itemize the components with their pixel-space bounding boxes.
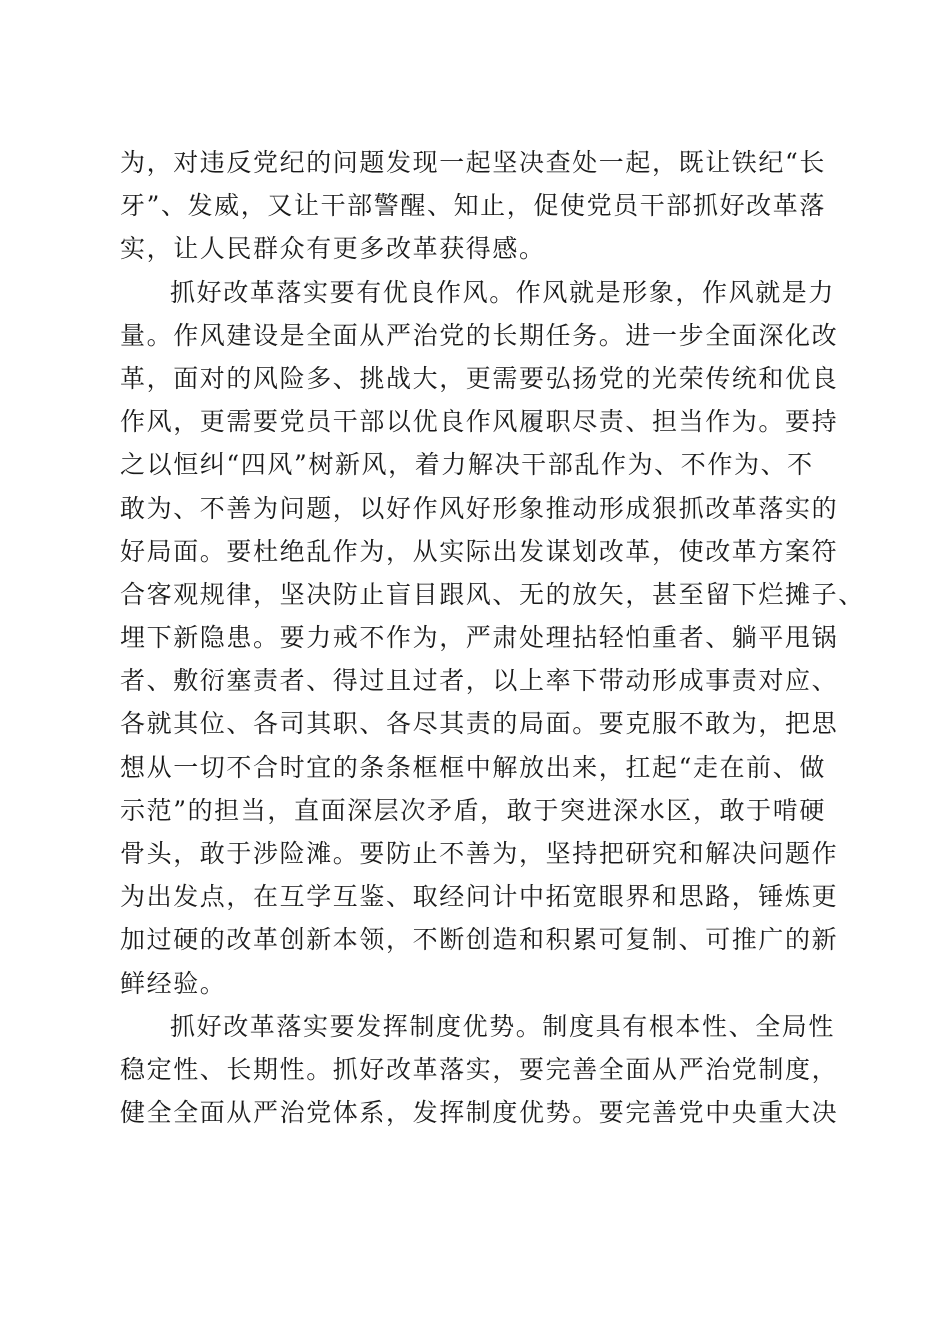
text-line: 之以恒纠“四风”树新风，着力解决干部乱作为、不作为、不 xyxy=(120,450,814,480)
body-text xyxy=(120,141,865,1134)
text-line: 各就其位、各司其职、各尽其责的局面。要克服不敢为，把思 xyxy=(120,709,839,739)
text-line: 示范”的担当，直面深层次矛盾，敢于突进深水区，敢于啃硬 xyxy=(120,795,826,825)
text-line: 鲜经验。 xyxy=(120,968,227,998)
text-line: 健全全面从严治党体系，发挥制度优势。要完善党中央重大决 xyxy=(120,1098,839,1128)
text-line: 牙”、发威，又让干部警醒、知止，促使党员干部抓好改革落 xyxy=(120,191,826,221)
text-line: 作风，更需要党员干部以优良作风履职尽责、担当作为。要持 xyxy=(120,407,839,437)
text-line: 想从一切不合时宜的条条框框中解放出来，扛起“走在前、做 xyxy=(120,752,826,782)
text-line: 者、敷衍塞责者、得过且过者，以上率下带动形成事责对应、 xyxy=(120,666,839,696)
paragraph-start-line: 抓好改革落实要有优良作风。作风就是形象，作风就是力 xyxy=(170,277,836,307)
text-line: 稳定性、长期性。抓好改革落实，要完善全面从严治党制度， xyxy=(120,1054,839,1084)
text-line: 革，面对的风险多、挑战大，更需要弘扬党的光荣传统和优良 xyxy=(120,363,839,393)
text-line: 骨头，敢于涉险滩。要防止不善为，坚持把研究和解决问题作 xyxy=(120,839,839,868)
text-line: 加过硬的改革创新本领，不断创造和积累可复制、可推广的新 xyxy=(120,925,839,955)
text-line: 合客观规律，坚决防止盲目跟风、无的放矢，甚至留下烂摊子、 xyxy=(120,579,865,609)
text-line: 敢为、不善为问题，以好作风好形象推动形成狠抓改革落实的 xyxy=(120,493,839,523)
text-line: 量。作风建设是全面从严治党的长期任务。进一步全面深化改 xyxy=(120,320,839,350)
text-line: 为，对违反党纪的问题发现一起坚决查处一起，既让铁纪“长 xyxy=(120,148,826,177)
text-line: 为出发点，在互学互鉴、取经问计中拓宽眼界和思路，锤炼更 xyxy=(120,882,839,912)
text-line: 好局面。要杜绝乱作为，从实际出发谋划改革，使改革方案符 xyxy=(120,536,839,566)
text-line: 埋下新隐患。要力戒不作为，严肃处理拈轻怕重者、躺平甩锅 xyxy=(120,623,839,653)
paragraph-start-line: 抓好改革落实要发挥制度优势。制度具有根本性、全局性 xyxy=(170,1011,836,1041)
text-line: 实，让人民群众有更多改革获得感。 xyxy=(120,234,546,264)
